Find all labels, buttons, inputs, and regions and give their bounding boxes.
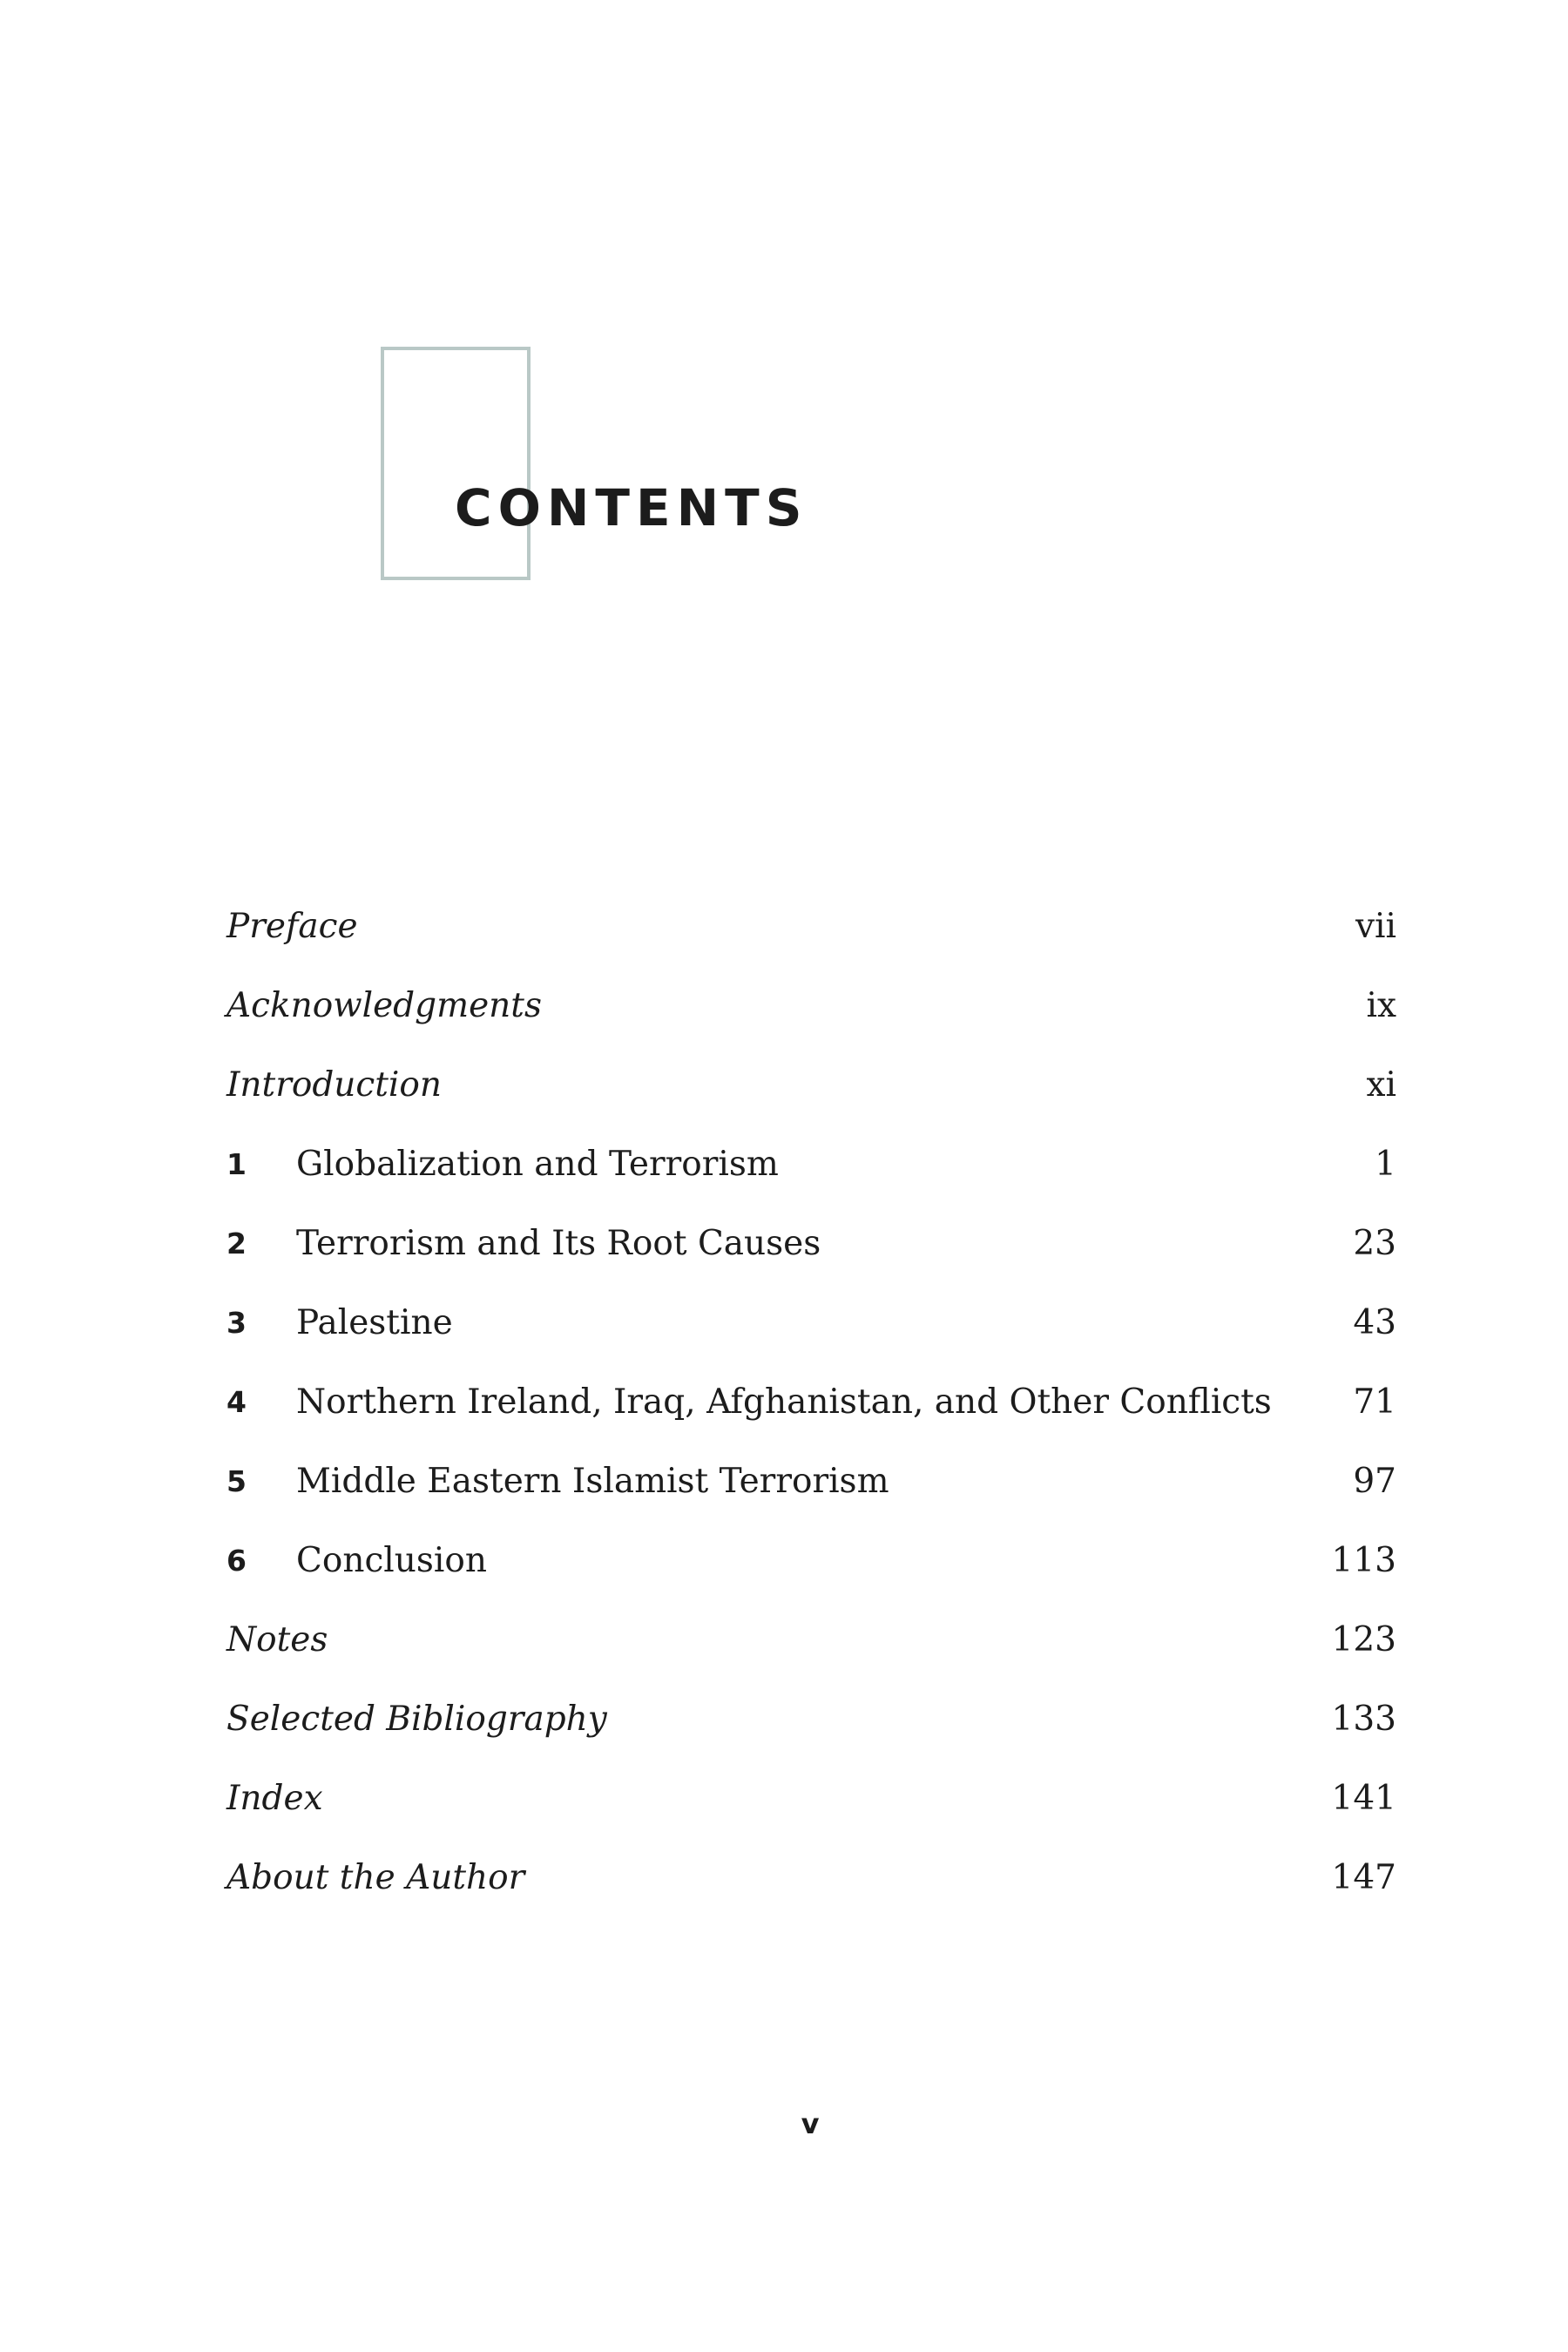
toc-entry: [226, 1442, 1396, 1521]
toc-entry-page: 1: [1375, 1144, 1396, 1184]
chapter-number: 4: [226, 1384, 247, 1419]
toc-entry-title: Palestine: [296, 1302, 453, 1342]
toc-entry-page: 123: [1331, 1619, 1396, 1659]
heading-frame: [381, 347, 531, 580]
toc-entry-page: 97: [1353, 1461, 1396, 1501]
toc-entry-title: Middle Eastern Islamist Terrorism: [296, 1461, 889, 1501]
toc-entry-page: 133: [1331, 1699, 1396, 1739]
toc-entry-page: xi: [1366, 1064, 1396, 1105]
chapter-number: 1: [226, 1146, 247, 1181]
toc-entry: [226, 966, 1396, 1045]
toc-entry-page: ix: [1366, 985, 1396, 1025]
chapter-number: 5: [226, 1463, 247, 1498]
chapter-number: 6: [226, 1543, 247, 1578]
toc-entry-title: Terrorism and Its Root Causes: [296, 1223, 821, 1263]
toc-entry-title: Notes: [226, 1619, 328, 1659]
toc-entry-title: Selected Bibliography: [226, 1699, 607, 1739]
toc-entry-page: 141: [1331, 1778, 1396, 1818]
toc-entry-title: Index: [226, 1778, 323, 1818]
toc-entry-title: Northern Ireland, Iraq, Afghanistan, and Other Conflicts: [296, 1382, 1272, 1422]
toc-entry: [226, 1125, 1396, 1204]
toc-entry-page: 147: [1331, 1857, 1396, 1897]
toc-entry: [226, 1759, 1396, 1838]
toc-entry: [226, 1045, 1396, 1125]
chapter-number: 3: [226, 1305, 247, 1340]
toc-entry-title: Acknowledgments: [226, 985, 542, 1025]
toc-entry: [226, 1204, 1396, 1283]
toc-entry-page: vii: [1355, 906, 1396, 946]
chapter-number: 2: [226, 1226, 247, 1260]
toc-entry-page: 71: [1353, 1382, 1396, 1422]
toc-entry-page: 23: [1353, 1223, 1396, 1263]
toc-entry: [226, 1362, 1396, 1442]
toc-entry-title: Introduction: [226, 1064, 442, 1105]
toc-entry-page: 43: [1353, 1302, 1396, 1342]
toc-entry-title: About the Author: [226, 1857, 525, 1897]
toc-entry-title: Globalization and Terrorism: [296, 1144, 779, 1184]
toc-entry: [226, 1600, 1396, 1680]
toc-entry: [226, 1283, 1396, 1362]
toc-entry-page: 113: [1331, 1540, 1396, 1580]
toc-entry-title: Conclusion: [296, 1540, 487, 1580]
table-of-contents: [226, 887, 1396, 1917]
toc-entry: [226, 1680, 1396, 1759]
toc-entry: [226, 887, 1396, 966]
toc-entry: [226, 1521, 1396, 1600]
toc-entry: [226, 1838, 1396, 1917]
page-title: CONTENTS: [455, 478, 808, 537]
page-number: v: [801, 2107, 820, 2140]
toc-entry-title: Preface: [226, 906, 358, 946]
